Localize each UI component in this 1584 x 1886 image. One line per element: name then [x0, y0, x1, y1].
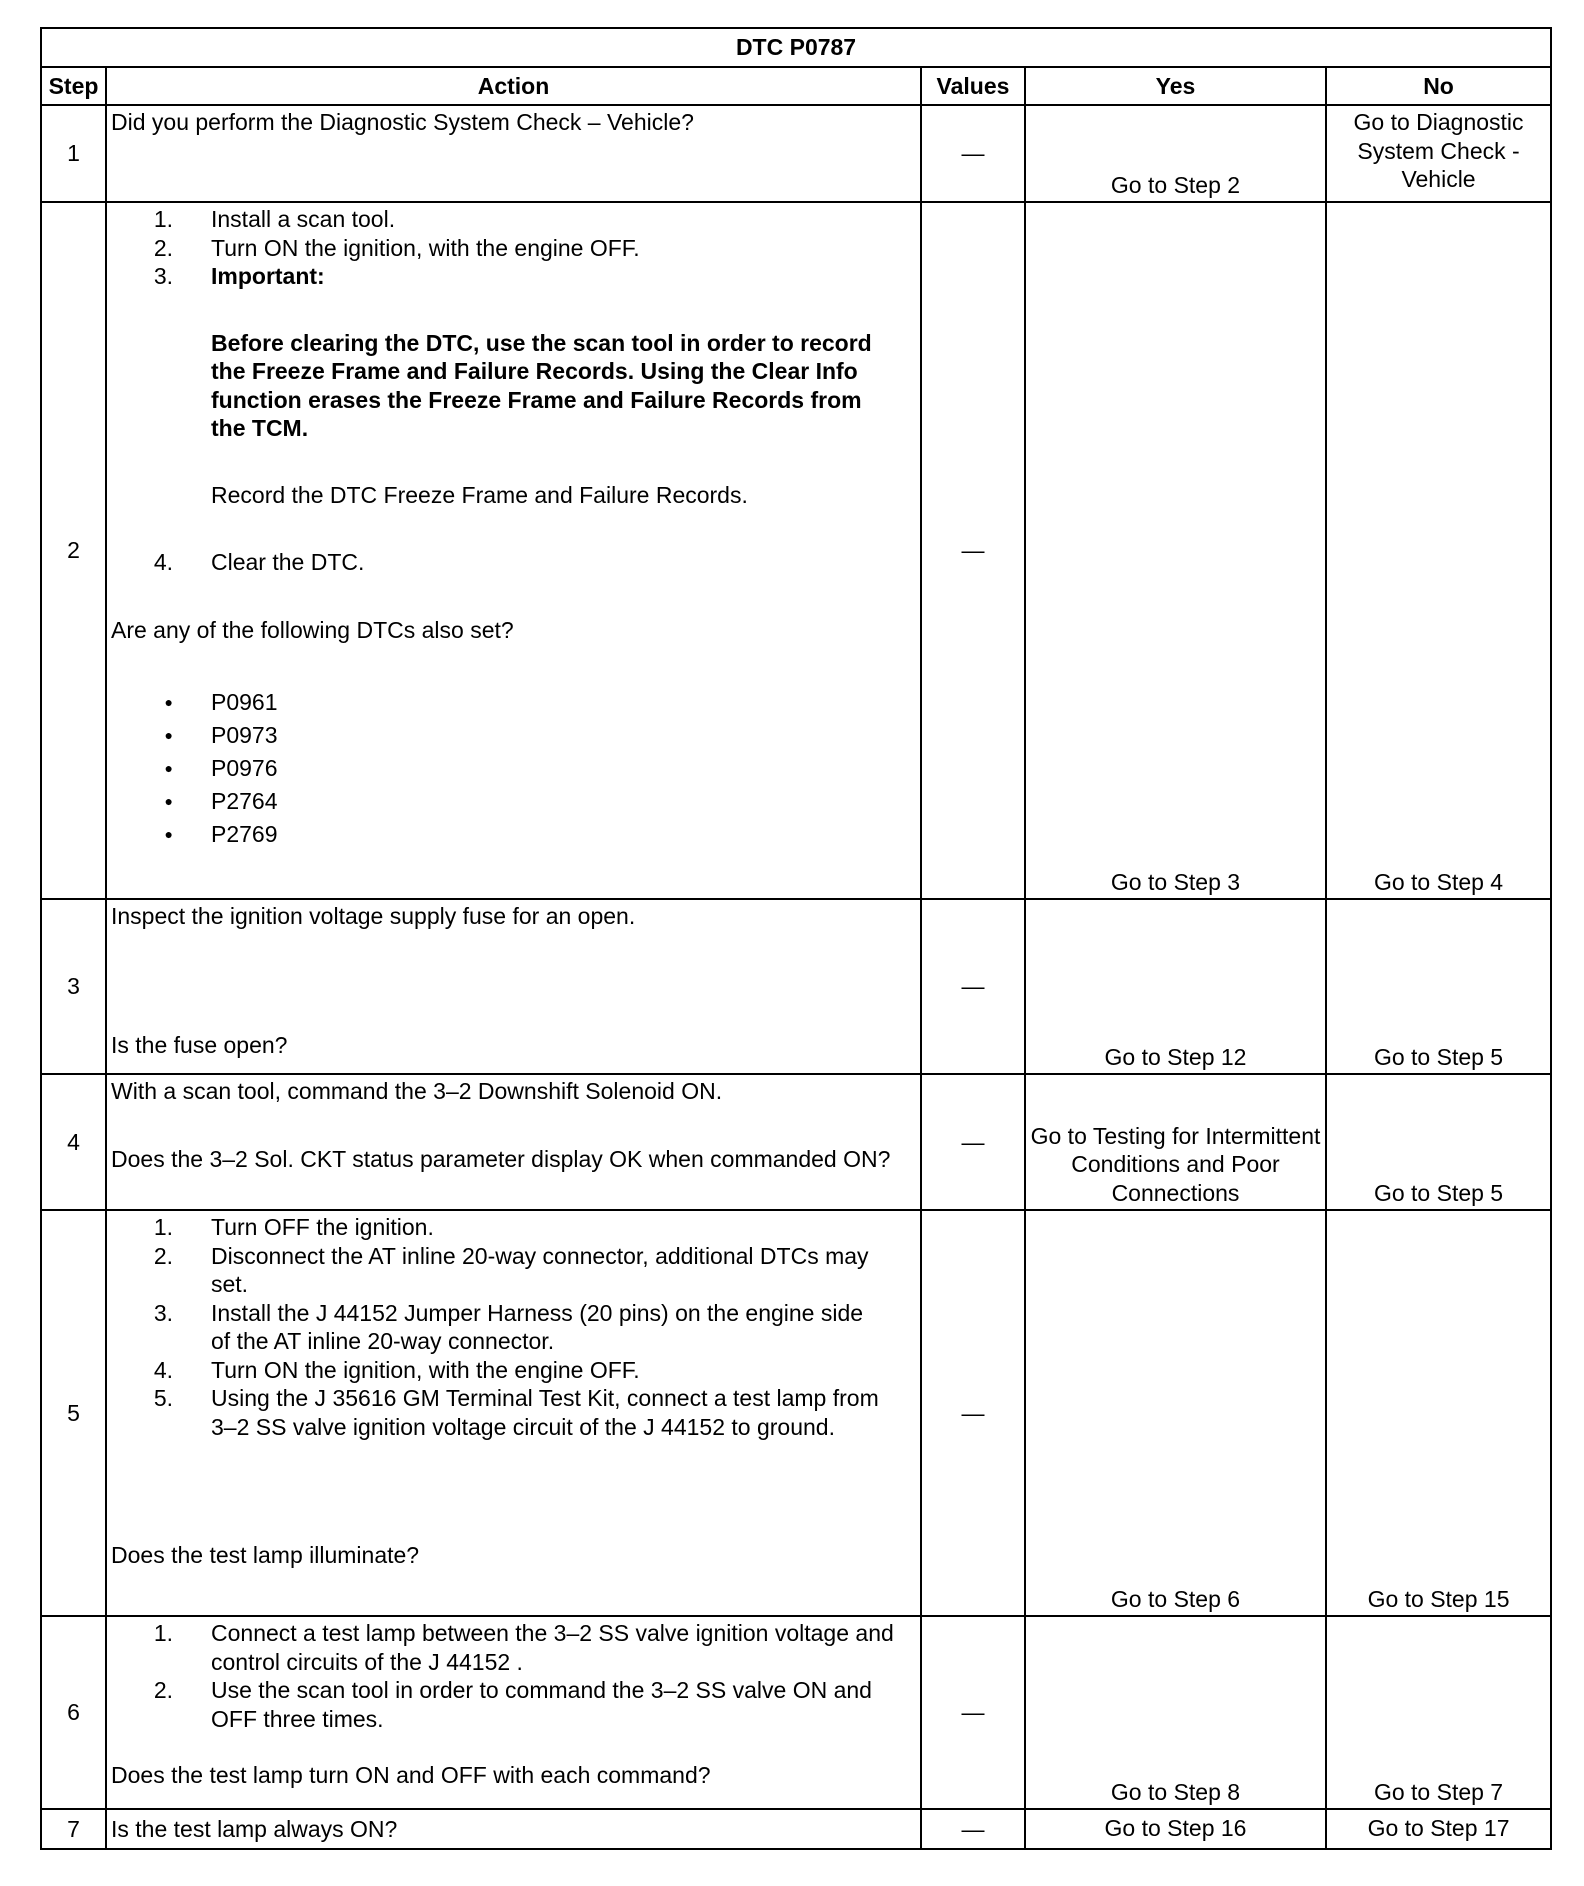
- no-cell: Go to Step 7: [1326, 1616, 1551, 1809]
- action-cell: [106, 202, 921, 899]
- list-item: 2. Use the scan tool in order to command the 3–2 SS valve ON and OFF three times.: [153, 1677, 872, 1732]
- list-item: ● P0961: [111, 686, 914, 719]
- list-item: 2. Disconnect the AT inline 20-way connector, additional DTCs may set.: [153, 1242, 869, 1297]
- no-cell: Go to Step 17: [1326, 1809, 1551, 1849]
- question-text: Is the fuse open?: [111, 1031, 288, 1058]
- step-number: 5: [41, 1210, 106, 1616]
- header-row: [41, 67, 1551, 105]
- bullet-icon: ●: [164, 826, 173, 842]
- step-number: 7: [41, 1809, 106, 1849]
- action-cell: [106, 899, 921, 1074]
- action-cell: [106, 1074, 921, 1210]
- action-text: Did you perform the Diagnostic System Check – Vehicle?: [111, 109, 694, 135]
- question-text: Does the 3–2 Sol. CKT status parameter display OK when commanded ON?: [111, 1145, 891, 1172]
- yes-cell: Go to Step 12: [1025, 899, 1326, 1074]
- action-cell: [106, 105, 921, 202]
- yes-cell: Go to Step 2: [1025, 105, 1326, 202]
- question-text: Are any of the following DTCs also set?: [111, 616, 514, 643]
- dtc-list: [111, 686, 914, 851]
- step-number: 6: [41, 1616, 106, 1809]
- table-row-step-2: [41, 202, 1551, 899]
- list-item: 1. Connect a test lamp between the 3–2 SS valve ignition voltage and control circuits of the J 44152 .: [153, 1620, 894, 1675]
- table-row-step-6: [41, 1616, 1551, 1809]
- step-number: 4: [41, 1074, 106, 1210]
- table-title: DTC P0787: [41, 28, 1551, 67]
- list-item: ● P2769: [111, 818, 914, 851]
- step-number: 1: [41, 105, 106, 202]
- bullet-icon: ●: [164, 694, 173, 710]
- values-cell: —: [921, 1074, 1025, 1210]
- header-yes: Yes: [1025, 67, 1326, 105]
- yes-cell: Go to Step 8: [1025, 1616, 1326, 1809]
- action-text: With a scan tool, command the 3–2 Downshift Solenoid ON.: [111, 1078, 723, 1104]
- yes-cell: Go to Step 3: [1025, 202, 1326, 899]
- list-item: 1. Turn OFF the ignition.: [153, 1214, 434, 1240]
- values-cell: —: [921, 1809, 1025, 1849]
- table-row-step-1: [41, 105, 1551, 202]
- no-cell: Go to Step 4: [1326, 202, 1551, 899]
- action-cell: [106, 1210, 921, 1616]
- list-item: ● P2764: [111, 785, 914, 818]
- list-item: ● P0976: [111, 752, 914, 785]
- important-note: Before clearing the DTC, use the scan tool in order to record the Freeze Frame and Failure Records. Using the Clear Info function erases the Freeze Frame and Failure Records from the TCM.: [211, 329, 872, 441]
- values-cell: —: [921, 1210, 1025, 1616]
- record-instruction: Record the DTC Freeze Frame and Failure Records.: [211, 481, 748, 508]
- table-row-step-4: [41, 1074, 1551, 1210]
- list-item: ● P0973: [111, 719, 914, 752]
- header-step: Step: [41, 67, 106, 105]
- list-item: 3. Important:: [153, 263, 325, 289]
- table-row-step-7: [41, 1809, 1551, 1849]
- dtc-table: [40, 27, 1552, 1850]
- important-label: Important:: [211, 263, 325, 289]
- bullet-icon: ●: [164, 793, 173, 809]
- action-text: Inspect the ignition voltage supply fuse for an open.: [111, 903, 636, 929]
- header-action: Action: [106, 67, 921, 105]
- list-item: 5. Using the J 35616 GM Terminal Test Kit, connect a test lamp from 3–2 SS valve ignition voltage circuit of the J 44152 to ground.: [153, 1385, 879, 1440]
- no-cell: Go to Step 5: [1326, 1074, 1551, 1210]
- header-no: No: [1326, 67, 1551, 105]
- values-cell: —: [921, 202, 1025, 899]
- yes-cell: Go to Step 6: [1025, 1210, 1326, 1616]
- values-cell: —: [921, 899, 1025, 1074]
- no-cell: Go to Diagnostic System Check - Vehicle: [1326, 105, 1551, 202]
- action-text: Is the test lamp always ON?: [111, 1815, 398, 1842]
- list-item: 4. Turn ON the ignition, with the engine OFF.: [153, 1356, 640, 1383]
- yes-cell: Go to Testing for Intermittent Conditions and Poor Connections: [1025, 1074, 1326, 1210]
- bullet-icon: ●: [164, 760, 173, 776]
- table-row-step-3: [41, 899, 1551, 1074]
- values-cell: —: [921, 1616, 1025, 1809]
- header-values: Values: [921, 67, 1025, 105]
- bullet-icon: ●: [164, 727, 173, 743]
- list-item: 4. Clear the DTC.: [153, 549, 365, 575]
- list-item: 2. Turn ON the ignition, with the engine OFF.: [153, 234, 640, 261]
- values-cell: —: [921, 105, 1025, 202]
- question-text: Does the test lamp turn ON and OFF with each command?: [111, 1762, 711, 1788]
- list-item: 1. Install a scan tool.: [153, 206, 396, 232]
- list-item: 3. Install the J 44152 Jumper Harness (20 pins) on the engine side of the AT inline 20-way connector.: [153, 1299, 864, 1354]
- step-number: 2: [41, 202, 106, 899]
- yes-cell: Go to Step 16: [1025, 1809, 1326, 1849]
- table-row-step-5: [41, 1210, 1551, 1616]
- no-cell: Go to Step 5: [1326, 899, 1551, 1074]
- step-number: 3: [41, 899, 106, 1074]
- question-text: Does the test lamp illuminate?: [111, 1542, 420, 1568]
- no-cell: Go to Step 15: [1326, 1210, 1551, 1616]
- action-cell: [106, 1616, 921, 1809]
- action-cell: [106, 1809, 921, 1849]
